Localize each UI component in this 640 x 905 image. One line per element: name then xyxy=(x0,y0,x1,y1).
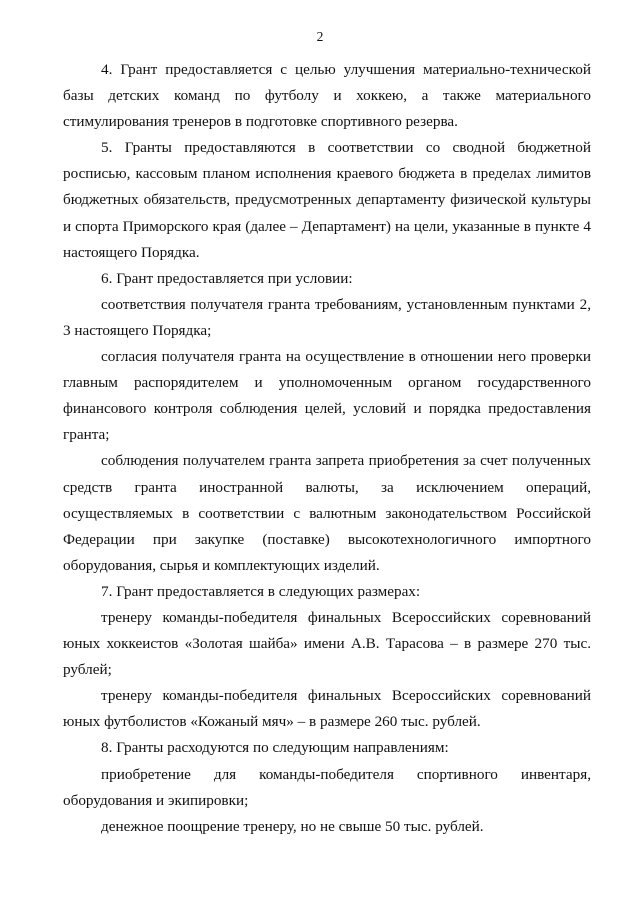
paragraph-7: 7. Грант предоставляется в следующих размерах: xyxy=(101,582,421,600)
paragraph-8-coach-bonus: денежное поощрение тренеру, но не свыше 50 тыс. рублей. xyxy=(101,817,484,835)
paragraph-4: 4. Грант предоставляется с целью улучшения материально-технической базы детских команд по футболу и хоккею, а также материального стимулирования тренеров в подготовке спортивного резерва. xyxy=(63,61,591,131)
paragraph-6-condition-2: согласия получателя гранта на осуществление в отношении него проверки главным распорядителем и уполномоченным органом государственного финансового контроля соблюдения целей, условий и порядка предоставления гранта; xyxy=(63,348,591,444)
paragraph-6-condition-1: соответствия получателя гранта требованиям, установленным пунктами 2, 3 настоящего Порядка; xyxy=(63,295,591,339)
paragraph-6-condition-3: соблюдения получателем гранта запрета приобретения за счет полученных средств гранта иностранной валюты, за исключением операций, осуществляемых в соответствии с валютным законодательством Российской Федерации при закупке (поставке) высокотехнологичного импортного оборудования, сырья и комплектующих изделий. xyxy=(63,452,591,574)
paragraph-7-hockey-grant: тренеру команды-победителя финальных Всероссийских соревнований юных хоккеистов «Золотая шайба» имени А.В. Тарасова – в размере 270 тыс. рублей; xyxy=(63,608,591,679)
paragraph-6: 6. Грант предоставляется при условии: xyxy=(101,269,353,287)
paragraph-8: 8. Гранты расходуются по следующим направлениям: xyxy=(101,739,449,757)
paragraph-7-football-grant: тренеру команды-победителя финальных Всероссийских соревнований юных футболистов «Кожаный мяч» – в размере 260 тыс. рублей. xyxy=(63,687,591,731)
document-body xyxy=(63,57,591,840)
paragraph-5: 5. Гранты предоставляются в соответствии со сводной бюджетной росписью, кассовым планом исполнения краевого бюджета в пределах лимитов бюджетных обязательств, предусмотренных департаменту физической культуры и спорта Приморского края (далее – Департамент) на цели, указанные в пункте 4 настоящего Порядка. xyxy=(63,139,591,261)
page-number: 2 xyxy=(316,29,324,44)
paragraph-8-equipment: приобретение для команды-победителя спортивного инвентаря, оборудования и экипировки; xyxy=(63,765,591,809)
